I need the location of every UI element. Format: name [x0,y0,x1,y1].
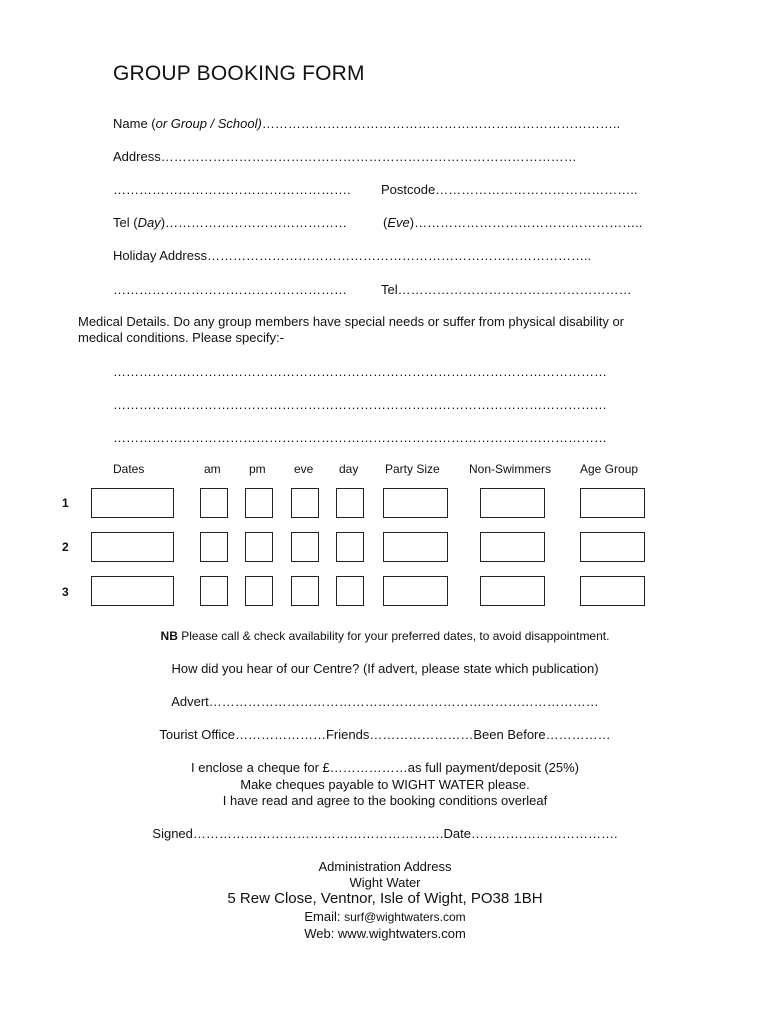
row3-am-box[interactable] [200,576,228,606]
header-non-swimmers: Non-Swimmers [469,462,552,476]
tel-day-label: Day [137,215,161,230]
availability-note [0,629,770,643]
row1-am-box[interactable] [200,488,228,518]
note-text: Please call & check availability for your preferred dates, to avoid disappointment. [177,629,610,643]
header-pm: pm [249,462,266,476]
source-options-field[interactable]: Tourist Office…………………Friends……………………Been Before…………… [159,727,611,742]
medical-details-line2: medical conditions. Please specify:- [78,330,284,345]
email-label: Email: [304,909,345,924]
row-number-1: 1 [62,496,69,510]
admin-org: Wight Water [349,875,421,890]
holiday-address-field[interactable]: Holiday Address…………………………………………………………………………….. [113,248,592,263]
row2-non-swimmers-box[interactable] [480,532,545,562]
conditions-agreement: I have read and agree to the booking conditions overleaf [222,793,548,808]
address-field[interactable]: Address…………………………………………………………………………………… [113,149,577,164]
cheque-line[interactable]: I enclose a cheque for £………………as full payment/deposit (25%) [190,760,579,775]
row2-day-box[interactable] [336,532,364,562]
advert-field[interactable]: Advert……………………………………………………………………………… [171,694,599,709]
medical-details-line1: Medical Details. Do any group members have special needs or suffer from physical disability or [78,314,625,329]
row3-dates-box[interactable] [91,576,174,606]
row3-age-group-box[interactable] [580,576,645,606]
row3-non-swimmers-box[interactable] [480,576,545,606]
tel-day-field[interactable] [113,215,347,230]
admin-email [0,909,770,924]
name-dots: ……………………………………………………………………….. [261,116,621,131]
admin-web[interactable]: Web: www.wightwaters.com [304,926,466,941]
row1-age-group-box[interactable] [580,488,645,518]
holiday-address-line-2[interactable]: ……………………………………………… [113,282,347,297]
header-eve: eve [294,462,314,476]
name-label-italic: or Group / School) [155,116,262,131]
row2-eve-box[interactable] [291,532,319,562]
medical-line-2[interactable]: …………………………………………………………………………………………………… [113,397,607,412]
row1-dates-box[interactable] [91,488,174,518]
row1-party-size-box[interactable] [383,488,448,518]
email-link[interactable]: surf@wightwaters.com [344,910,466,924]
medical-line-3[interactable]: …………………………………………………………………………………………………… [113,430,607,445]
header-day: day [339,462,359,476]
row2-dates-box[interactable] [91,532,174,562]
row-number-2: 2 [62,540,69,554]
admin-address: 5 Rew Close, Ventnor, Isle of Wight, PO38 1BH [227,890,543,907]
tel-dots: )…………………………………… [160,215,348,230]
row1-pm-box[interactable] [245,488,273,518]
row1-eve-box[interactable] [291,488,319,518]
row1-day-box[interactable] [336,488,364,518]
eve-paren: ( [383,215,388,230]
form-title: GROUP BOOKING FORM [113,62,365,85]
tel-eve-label: Eve [387,215,410,230]
row2-pm-box[interactable] [245,532,273,562]
address-line-2[interactable]: ………………………………………………. [113,182,351,197]
note-nb: NB [160,629,178,643]
row2-party-size-box[interactable] [383,532,448,562]
signature-date-field[interactable]: Signed………………………………………………….Date……………………………. [152,826,618,841]
row-number-3: 3 [62,585,69,599]
row1-non-swimmers-box[interactable] [480,488,545,518]
eve-dots: )…………………………………………….. [409,215,643,230]
row3-party-size-box[interactable] [383,576,448,606]
hear-question: How did you hear of our Centre? (If advert, please state which publication) [171,661,599,676]
row3-pm-box[interactable] [245,576,273,606]
name-field[interactable] [113,116,620,131]
row3-day-box[interactable] [336,576,364,606]
postcode-field[interactable]: Postcode……………………………………….. [381,182,638,197]
row2-am-box[interactable] [200,532,228,562]
tel-label: Tel ( [113,215,138,230]
tel-eve-field[interactable] [383,215,642,230]
row3-eve-box[interactable] [291,576,319,606]
cheque-payable-note: Make cheques payable to WIGHT WATER please. [240,777,530,792]
header-party-size: Party Size [385,462,440,476]
admin-heading: Administration Address [318,859,452,874]
header-age-group: Age Group [580,462,639,476]
medical-line-1[interactable]: …………………………………………………………………………………………………… [113,364,607,379]
header-dates: Dates [113,462,145,476]
header-am: am [204,462,221,476]
name-label: Name ( [113,116,156,131]
holiday-tel-field[interactable]: Tel……………………………………………… [381,282,632,297]
row2-age-group-box[interactable] [580,532,645,562]
